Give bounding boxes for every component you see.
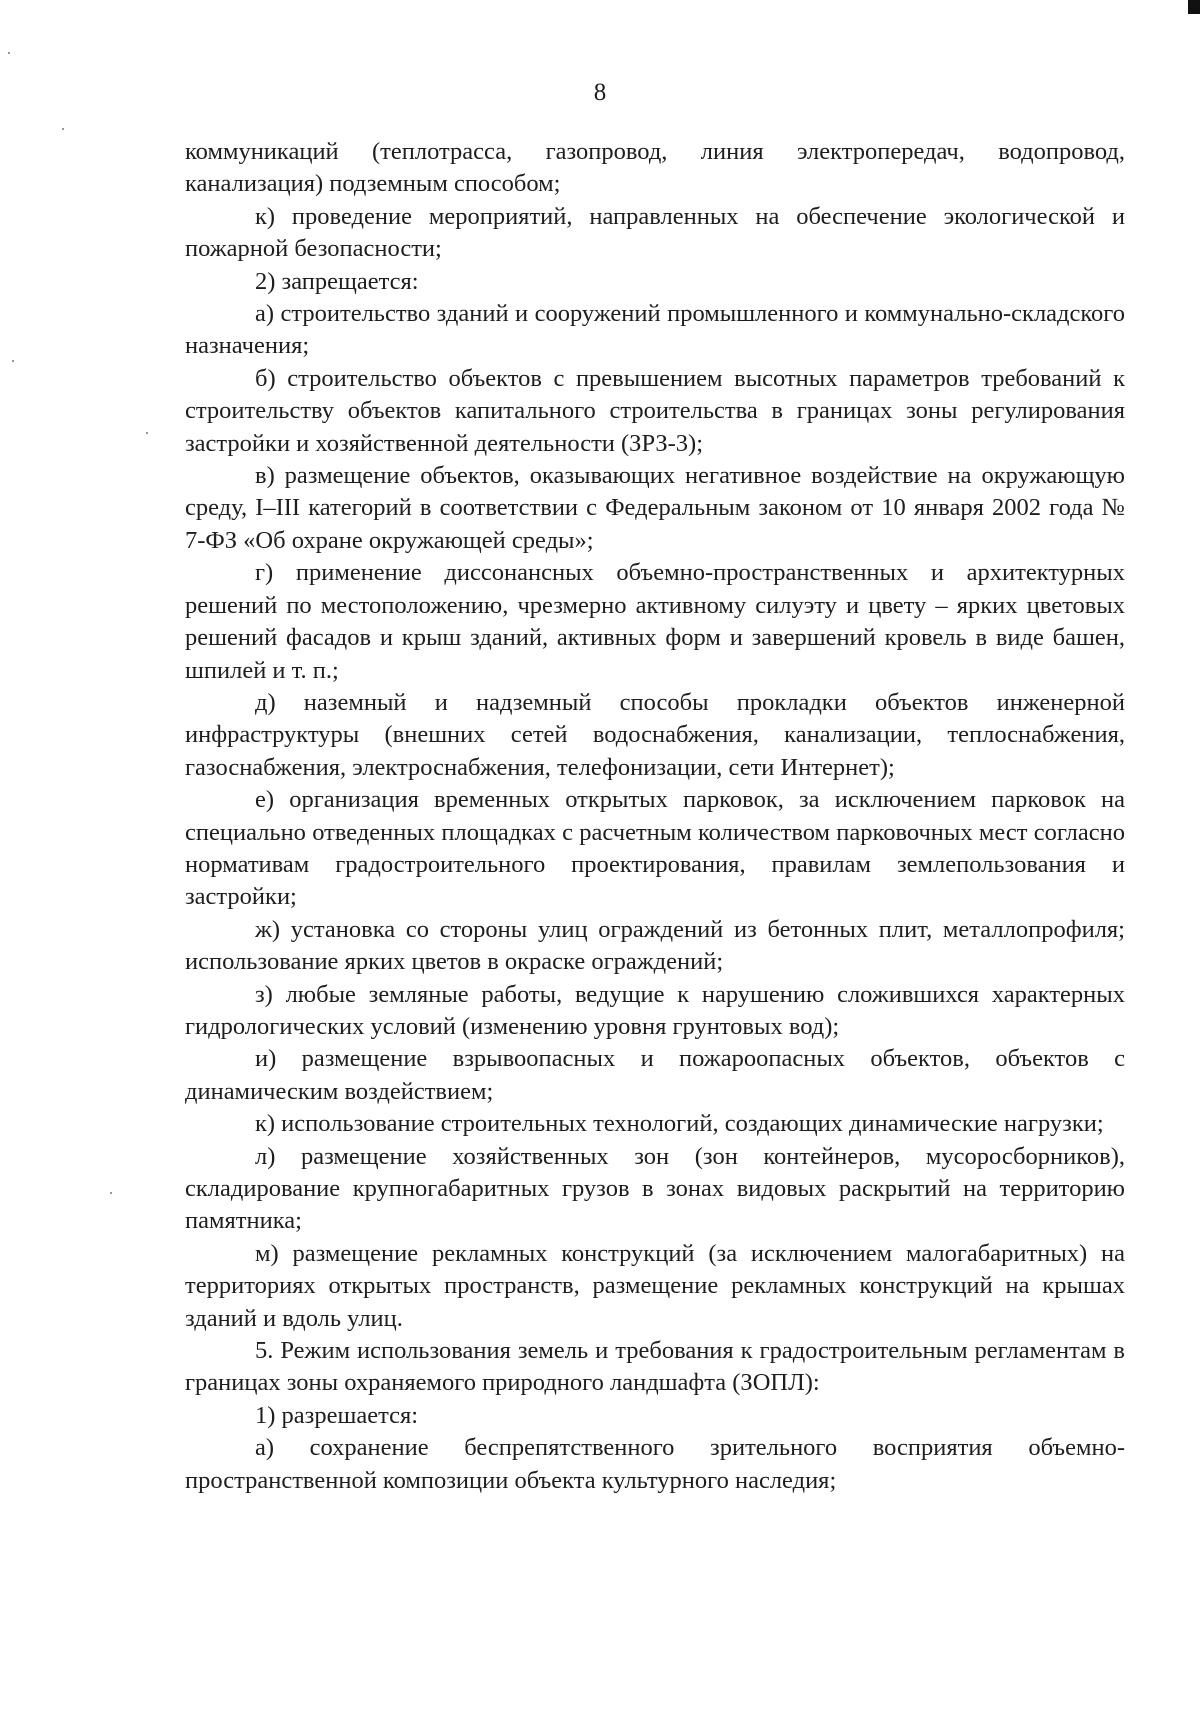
paragraph: з) любые земляные работы, ведущие к нарушению сложившихся характерных гидрологических условий (изменению уровня грунтовых вод); [185,980,1125,1040]
page-number: 8 [593,79,607,106]
scan-speck [62,128,64,130]
document-body [185,136,1125,1497]
paragraph: 2) запрещается: [255,267,419,295]
paragraph: 5. Режим использования земель и требования к градостроительным регламентам в границах зоны охраняемого природного ландшафта (ЗОПЛ): [185,1337,1125,1397]
scan-speck [110,1192,112,1194]
paragraph: ж) установка со стороны улиц ограждений из бетонных плит, металлопрофиля; использование ярких цветов в окраске ограждений; [185,915,1125,976]
scan-edge-mark [1188,0,1200,14]
paragraph: м) размещение рекламных конструкций (за исключением малогабаритных) на территориях открытых пространств, размещение рекламных конструкций на крышах зданий и вдоль улиц. [185,1239,1125,1332]
paragraph: коммуникаций (теплотрасса, газопровод, линия электропередач, водопровод, канализация) подземным способом; [185,138,1125,198]
paragraph: к) использование строительных технологий, создающих динамические нагрузки; [255,1110,1104,1138]
paragraph: а) сохранение беспрепятственного зрительного восприятия объемно-пространственной композиции объекта культурного наследия; [185,1434,1125,1494]
scan-speck [146,432,148,434]
paragraph: г) применение диссонансных объемно-пространственных и архитектурных решений по местоположению, чрезмерно активному силуэту и цвету – ярких цветовых решений фасадов и крыш зданий, активных форм и завершений кровель в виде башен, шпилей и т. п.; [185,559,1125,684]
paragraph: в) размещение объектов, оказывающих негативное воздействие на окружающую среду, I–III категорий в соответствии с Федеральным законом от 10 января 2002 года № 7-ФЗ «Об охране окружающей среды»; [185,462,1125,554]
paragraph: б) строительство объектов с превышением высотных параметров требований к строительству объектов капитального строительства в границах зоны регулирования застройки и хозяйственной деятельности (ЗРЗ-3); [185,364,1125,457]
paragraph: е) организация временных открытых парковок, за исключением парковок на специально отведенных площадках с расчетным количеством парковочных мест согласно нормативам градостроительного проектирования, правилам землепользования и застройки; [185,786,1125,911]
scan-speck [8,52,10,54]
paragraph: д) наземный и надземный способы прокладки объектов инженерной инфраструктуры (внешних сетей водоснабжения, канализации, теплоснабжения, газоснабжения, электроснабжения, телефонизации, сети Интернет); [185,688,1125,781]
paragraph: и) размещение взрывоопасных и пожароопасных объектов, объектов с динамическим воздействием; [185,1045,1125,1105]
paragraph: л) размещение хозяйственных зон (зон контейнеров, мусоросборников), складирование крупногабаритных грузов в зонах видовых раскрытий на территорию памятника; [185,1142,1125,1235]
scan-speck [12,360,14,362]
paragraph: к) проведение мероприятий, направленных на обеспечение экологической и пожарной безопасности; [185,202,1125,263]
paragraph: 1) разрешается: [255,1401,419,1429]
paragraph: а) строительство зданий и сооружений промышленного и коммунально-складского назначения; [185,300,1125,360]
